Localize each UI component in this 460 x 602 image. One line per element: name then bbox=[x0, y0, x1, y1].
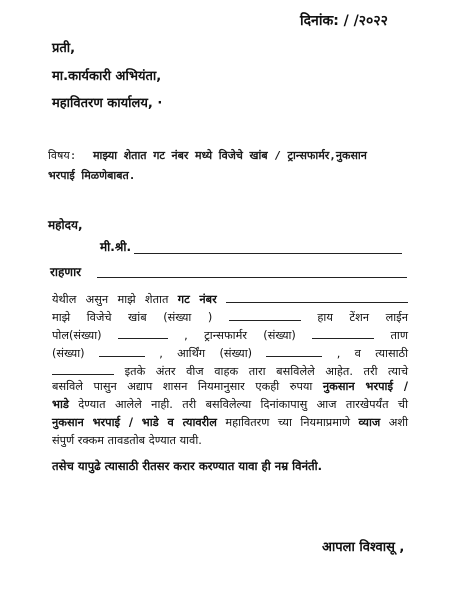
date-line: दिनांक: / /२०२२ bbox=[300, 13, 388, 29]
recipient-designation: मा.कार्यकारी अभियंता, bbox=[52, 69, 162, 84]
body-line-3: पोल(संख्या) , ट्रान्सफार्मर (संख्या) ताण bbox=[52, 329, 408, 342]
body-line-6: बसविले पासुन अद्याप शासन नियमानुसार एकही रुपया नुकसान भरपाई / bbox=[52, 380, 408, 393]
body-line-7: भाडे देण्यात आलेले नाही. तरी बसविलेल्या दिनांकापासु आज तारखेपर्यंत ची bbox=[52, 398, 409, 411]
subject-line-1 bbox=[48, 150, 367, 161]
salutation: महोदय, bbox=[48, 218, 83, 232]
ht-pole-count-blank[interactable] bbox=[118, 327, 168, 339]
subject-text-1: माझ्या शेतात गट नंबर मध्ये विजेचे खांब / ट्रान्सफार्मर,नुकसान bbox=[92, 149, 367, 162]
recipient-office: महावितरण कार्यालय, · bbox=[52, 96, 163, 111]
body-line-1: येथील असुन माझे शेतात गट नंबर bbox=[52, 291, 408, 305]
sign-off: आपला विश्वासू , bbox=[322, 540, 405, 555]
subject-label: विषय: bbox=[48, 149, 77, 162]
distance-blank[interactable] bbox=[52, 363, 114, 375]
address-blank-line[interactable] bbox=[97, 277, 407, 278]
gat-number-label: गट नंबर bbox=[177, 293, 217, 306]
gat-number-blank[interactable] bbox=[226, 291, 408, 303]
closing-request: तसेच यापुढे त्यासाठी रीतसर करार करण्यात यावा ही नम्र विनंती. bbox=[52, 459, 323, 473]
body-line-8: नुकसान भरपाई / भाडे व त्यावरील महावितरण च्या नियमाप्रमाणे व्याज अशी bbox=[52, 416, 409, 429]
address-label: राहणार bbox=[50, 265, 82, 279]
body-line-5: इतके अंतर वीज वाहक तारा बसविलेले आहेत. तरी त्याचे bbox=[52, 363, 408, 377]
body-line-4: (संख्या) , आर्थिंग (संख्या) , व त्यासाठी bbox=[52, 347, 409, 360]
body-line-2: माझे विजेचे खांब (संख्या ) हाय टेंशन लाईन bbox=[52, 311, 408, 324]
transformer-count-blank[interactable] bbox=[312, 327, 374, 339]
pole-count-blank[interactable] bbox=[229, 309, 301, 321]
earthing-count-blank[interactable] bbox=[266, 345, 322, 357]
stay-count-blank[interactable] bbox=[99, 345, 145, 357]
subject-text-2: भरपाई मिळणेबाबत. bbox=[48, 169, 136, 182]
name-label: मी.श्री. bbox=[100, 240, 132, 254]
recipient-prati: प्रती, bbox=[52, 41, 76, 56]
body-line-9: संपुर्ण रक्कम तावडतोब देण्यात यावी. bbox=[52, 434, 202, 447]
name-blank-line[interactable] bbox=[134, 253, 402, 254]
